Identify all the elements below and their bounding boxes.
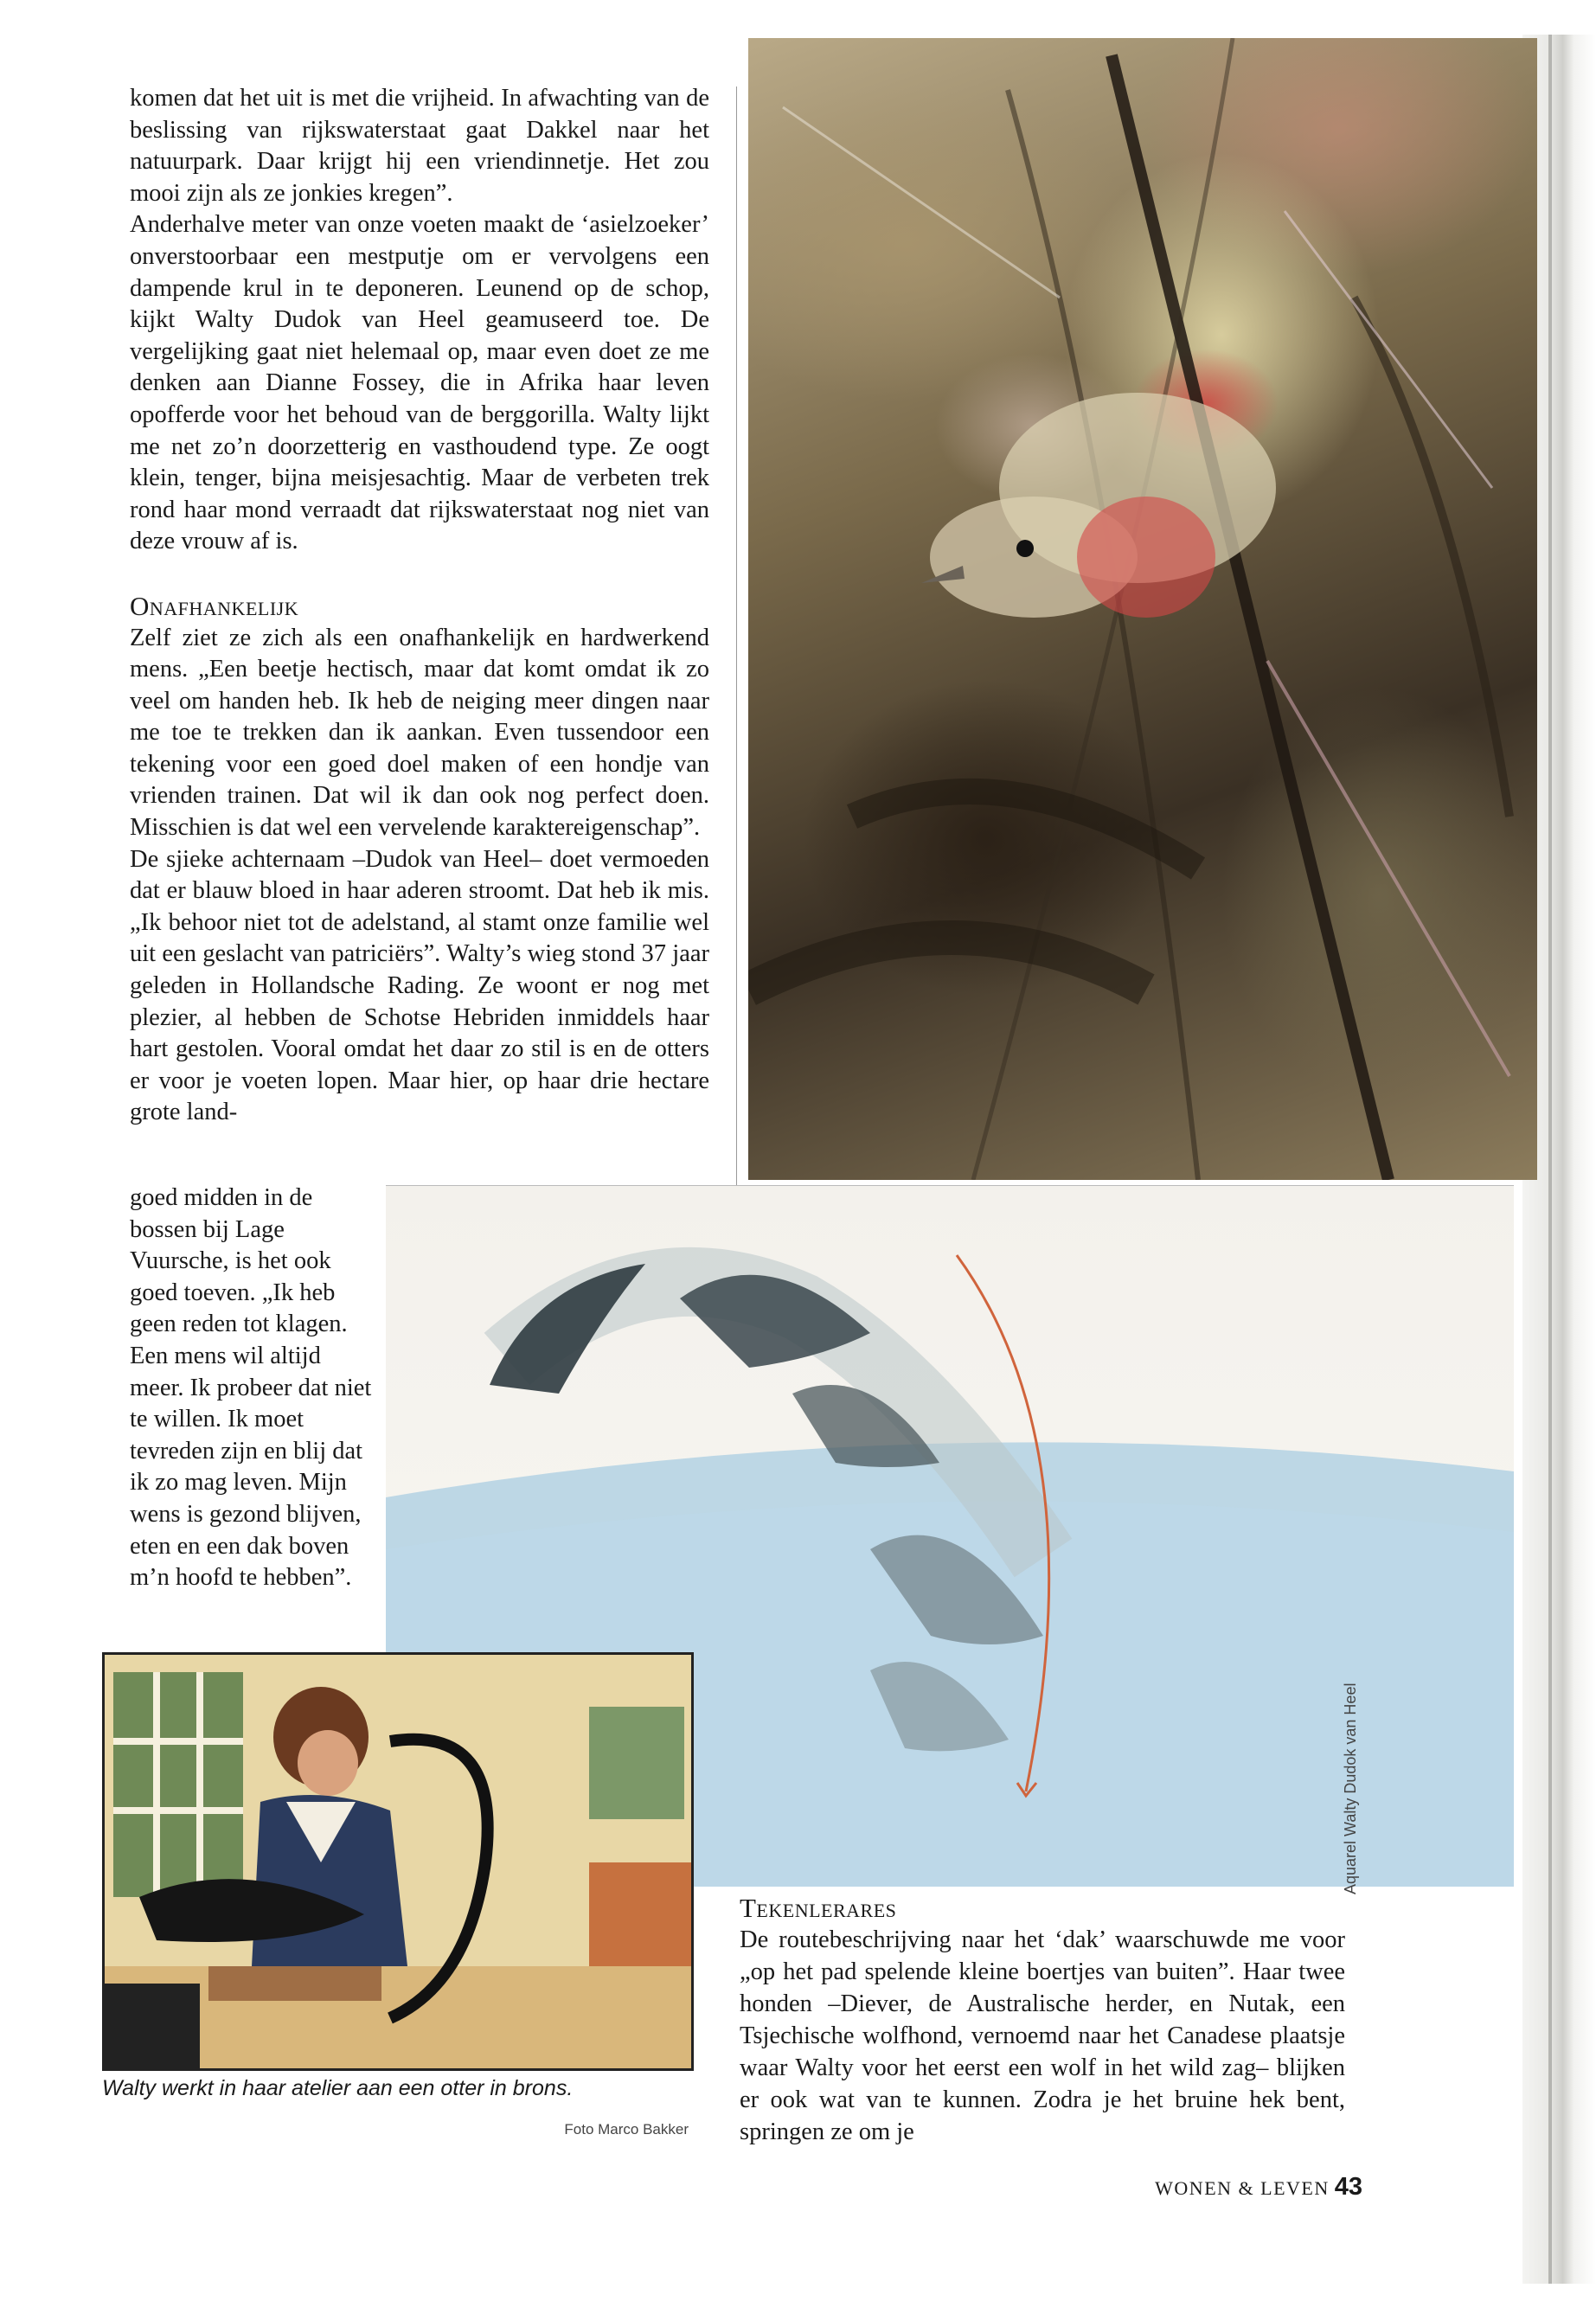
dolphin-credit-wrap xyxy=(1339,1652,1374,1894)
text-column-right xyxy=(740,1892,1345,2148)
paragraph: Anderhalve meter van onze voeten maakt de ‘asielzoeker’ onverstoorbaar een mestputje om er vervolgens een dampende krul in te deponeren. Leunend op de schop, kijkt Walty Dudok van Heel geamuseerd toe. De vergelijking gaat niet helemaal op, maar even doet ze me denken aan Dianne Fossey, die in Afrika haar leven opofferde voor het behoud van de berggorilla. Walty lijkt me net zo’n doorzetterig en vasthoudend type. Ze oogt klein, tenger, bijna meisjesachtig. Maar de verbeten trek rond haar mond verraadt dat rijkswaterstaat nog niet van deze vrouw af is. xyxy=(130,211,709,555)
paragraph: Zelf ziet ze zich als een onafhankelijk en hardwerkend mens. „Een beetje hectisch, maar dat komt omdat ik zo veel om handen heb. Ik heb de neiging meer dingen naar me toe te trekken dan ik aankan. Even tussendoor een tekening voor een goed doel maken of een hondje van vrienden trainen. Dat wil ik dan ook nog perfect doen. Misschien is dat wel een vervelende karaktereigenschap”. xyxy=(130,624,709,842)
column-rule xyxy=(736,87,737,1185)
paragraph: goed midden in de bossen bij Lage Vuursche, is het ook goed toeven. „Ik heb geen reden tot klagen. Een mens wil altijd meer. Ik probeer dat niet te willen. Ik moet tevreden zijn en blij dat ik zo mag leven. Mijn wens is gezond blijven, eten en een dak boven m’n hoofd te hebben”. xyxy=(130,1184,372,1592)
bird-painting xyxy=(748,38,1537,1180)
dolphin-credit: Aquarel Walty Dudok van Heel xyxy=(1342,1682,1359,1894)
photo-credit: Foto Marco Bakker xyxy=(564,2121,689,2138)
text-column-narrow xyxy=(130,1183,381,1594)
page-folio xyxy=(1103,2173,1362,2202)
subheading-tekenlerares: Tekenlerares xyxy=(740,1893,897,1923)
subheading-onafhankelijk: Onafhankelijk xyxy=(130,590,299,621)
magazine-name: WONEN & LEVEN xyxy=(1155,2177,1330,2199)
text-column-left xyxy=(130,83,709,1129)
bird-painting-art xyxy=(748,38,1537,1180)
photo-caption: Walty werkt in haar atelier aan een otter in brons. xyxy=(102,2076,574,2100)
atelier-photo-art xyxy=(105,1655,691,2068)
page-number: 43 xyxy=(1334,2173,1362,2201)
paragraph: komen dat het uit is met die vrijheid. In afwachting van de beslissing van rijkswaterstaat gaat Dakkel naar het natuurpark. Daar krijgt hij een vriendinnetje. Het zou mooi zijn als ze jonkies kregen”. xyxy=(130,85,709,207)
paragraph: De sjieke achternaam –Dudok van Heel– doet vermoeden dat er blauw bloed in haar aderen stroomt. Dat heb ik mis. „Ik behoor niet tot de adelstand, al stamt onze familie wel uit een geslacht van patriciërs”. Walty’s wieg stond 37 jaar geleden in Hollandsche Rading. Ze woont er nog met plezier, al hebben de Schotse Hebriden inmiddels haar hart gestolen. Vooral omdat het daar zo stil is en de otters er voor je voeten lopen. Maar hier, op haar drie hectare grote land- xyxy=(130,845,709,1126)
paragraph: De routebeschrijving naar het ‘dak’ waarschuwde me voor „op het pad spelende kleine boertjes van buiten”. Haar twee honden –Diever, de Australische herder, en Nutak, een Tsjechische wolfhond, vernoemd naar het Canadese plaatsje waar Walty voor het eerst een wolf in het wild zag– blijken er ook wat van te kunnen. Zodra je het bruine hek bent, springen ze om je xyxy=(740,1926,1345,2145)
atelier-photo xyxy=(102,1652,694,2071)
